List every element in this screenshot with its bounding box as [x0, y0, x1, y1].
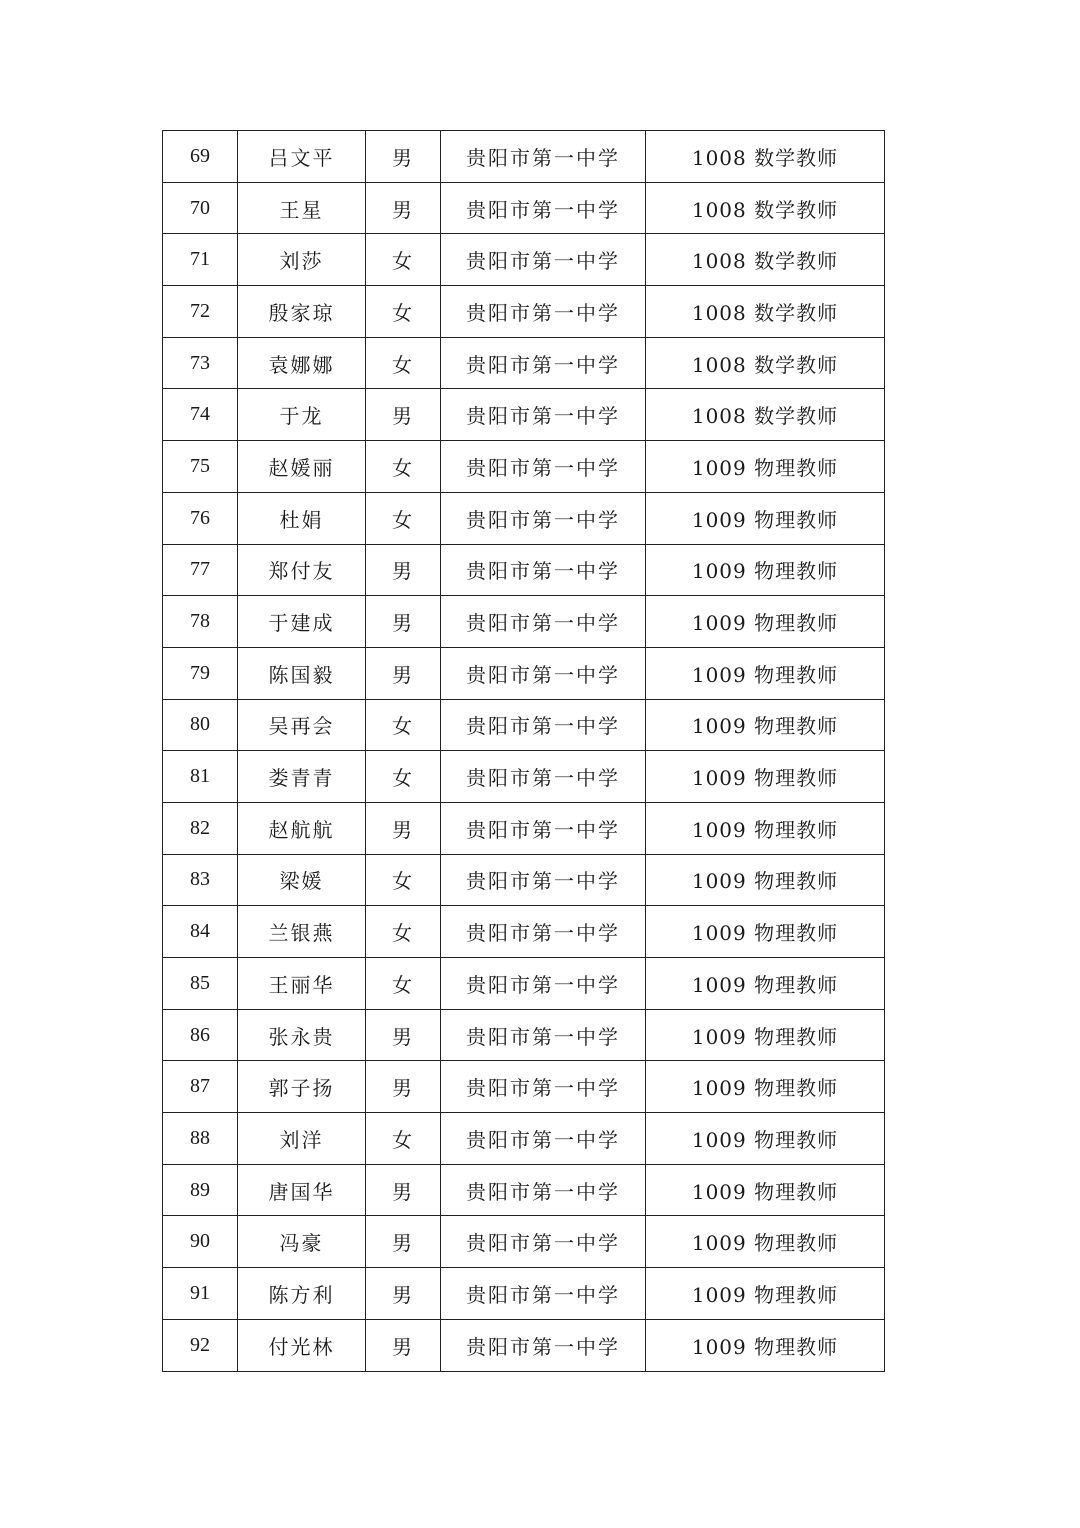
school-cell: 贵阳市第一中学 [441, 389, 646, 441]
table-row [163, 131, 885, 183]
gender-cell: 男 [366, 131, 441, 183]
school-cell: 贵阳市第一中学 [441, 906, 646, 958]
row-number-cell: 69 [163, 131, 238, 183]
school-cell: 贵阳市第一中学 [441, 699, 646, 751]
gender-cell: 女 [366, 1113, 441, 1165]
school-cell: 贵阳市第一中学 [441, 234, 646, 286]
row-number-cell: 82 [163, 802, 238, 854]
gender-cell: 男 [366, 1216, 441, 1268]
name-cell: 吕文平 [238, 131, 366, 183]
row-number-cell: 75 [163, 441, 238, 493]
row-number-cell: 84 [163, 906, 238, 958]
name-cell: 兰银燕 [238, 906, 366, 958]
name-cell: 郭子扬 [238, 1061, 366, 1113]
name-cell: 冯豪 [238, 1216, 366, 1268]
row-number-cell: 86 [163, 1009, 238, 1061]
gender-cell: 男 [366, 1319, 441, 1371]
name-cell: 梁媛 [238, 854, 366, 906]
gender-cell: 女 [366, 337, 441, 389]
row-number-cell: 79 [163, 647, 238, 699]
candidate-table-body [163, 131, 885, 1372]
name-cell: 吴再会 [238, 699, 366, 751]
position-cell: 1008 数学教师 [646, 234, 885, 286]
school-cell: 贵阳市第一中学 [441, 492, 646, 544]
row-number-cell: 76 [163, 492, 238, 544]
gender-cell: 女 [366, 234, 441, 286]
position-cell: 1009 物理教师 [646, 1268, 885, 1320]
table-row [163, 234, 885, 286]
school-cell: 贵阳市第一中学 [441, 1113, 646, 1165]
row-number-cell: 72 [163, 286, 238, 338]
name-cell: 袁娜娜 [238, 337, 366, 389]
row-number-cell: 90 [163, 1216, 238, 1268]
school-cell: 贵阳市第一中学 [441, 751, 646, 803]
position-cell: 1009 物理教师 [646, 1009, 885, 1061]
candidate-table [162, 130, 885, 1372]
school-cell: 贵阳市第一中学 [441, 337, 646, 389]
gender-cell: 女 [366, 958, 441, 1010]
table-row [163, 1164, 885, 1216]
name-cell: 郑付友 [238, 544, 366, 596]
name-cell: 赵媛丽 [238, 441, 366, 493]
position-cell: 1009 物理教师 [646, 802, 885, 854]
school-cell: 贵阳市第一中学 [441, 1216, 646, 1268]
row-number-cell: 77 [163, 544, 238, 596]
table-row [163, 596, 885, 648]
name-cell: 唐国华 [238, 1164, 366, 1216]
gender-cell: 男 [366, 182, 441, 234]
row-number-cell: 87 [163, 1061, 238, 1113]
position-cell: 1009 物理教师 [646, 906, 885, 958]
name-cell: 张永贵 [238, 1009, 366, 1061]
table-row [163, 1268, 885, 1320]
gender-cell: 男 [366, 596, 441, 648]
gender-cell: 女 [366, 286, 441, 338]
table-row [163, 337, 885, 389]
row-number-cell: 70 [163, 182, 238, 234]
name-cell: 陈国毅 [238, 647, 366, 699]
school-cell: 贵阳市第一中学 [441, 131, 646, 183]
position-cell: 1009 物理教师 [646, 1164, 885, 1216]
row-number-cell: 83 [163, 854, 238, 906]
table-row [163, 389, 885, 441]
gender-cell: 男 [366, 389, 441, 441]
position-cell: 1009 物理教师 [646, 492, 885, 544]
gender-cell: 女 [366, 906, 441, 958]
school-cell: 贵阳市第一中学 [441, 854, 646, 906]
position-cell: 1008 数学教师 [646, 389, 885, 441]
school-cell: 贵阳市第一中学 [441, 958, 646, 1010]
table-row [163, 1216, 885, 1268]
row-number-cell: 71 [163, 234, 238, 286]
position-cell: 1009 物理教师 [646, 751, 885, 803]
position-cell: 1009 物理教师 [646, 1061, 885, 1113]
name-cell: 陈方利 [238, 1268, 366, 1320]
table-row [163, 1009, 885, 1061]
name-cell: 殷家琼 [238, 286, 366, 338]
school-cell: 贵阳市第一中学 [441, 1061, 646, 1113]
table-row [163, 544, 885, 596]
position-cell: 1008 数学教师 [646, 286, 885, 338]
school-cell: 贵阳市第一中学 [441, 802, 646, 854]
table-row [163, 1113, 885, 1165]
row-number-cell: 89 [163, 1164, 238, 1216]
position-cell: 1008 数学教师 [646, 182, 885, 234]
school-cell: 贵阳市第一中学 [441, 596, 646, 648]
school-cell: 贵阳市第一中学 [441, 182, 646, 234]
gender-cell: 女 [366, 492, 441, 544]
school-cell: 贵阳市第一中学 [441, 647, 646, 699]
row-number-cell: 80 [163, 699, 238, 751]
position-cell: 1008 数学教师 [646, 131, 885, 183]
position-cell: 1009 物理教师 [646, 1216, 885, 1268]
gender-cell: 男 [366, 1061, 441, 1113]
row-number-cell: 92 [163, 1319, 238, 1371]
name-cell: 于建成 [238, 596, 366, 648]
row-number-cell: 73 [163, 337, 238, 389]
gender-cell: 男 [366, 1164, 441, 1216]
gender-cell: 男 [366, 1009, 441, 1061]
school-cell: 贵阳市第一中学 [441, 1164, 646, 1216]
table-row [163, 441, 885, 493]
name-cell: 王丽华 [238, 958, 366, 1010]
table-row [163, 1061, 885, 1113]
name-cell: 赵航航 [238, 802, 366, 854]
gender-cell: 女 [366, 699, 441, 751]
gender-cell: 男 [366, 802, 441, 854]
table-row [163, 699, 885, 751]
name-cell: 付光林 [238, 1319, 366, 1371]
school-cell: 贵阳市第一中学 [441, 544, 646, 596]
name-cell: 娄青青 [238, 751, 366, 803]
name-cell: 王星 [238, 182, 366, 234]
table-row [163, 854, 885, 906]
table-row [163, 182, 885, 234]
row-number-cell: 88 [163, 1113, 238, 1165]
table-row [163, 286, 885, 338]
school-cell: 贵阳市第一中学 [441, 441, 646, 493]
row-number-cell: 74 [163, 389, 238, 441]
name-cell: 杜娟 [238, 492, 366, 544]
gender-cell: 男 [366, 647, 441, 699]
position-cell: 1009 物理教师 [646, 596, 885, 648]
row-number-cell: 91 [163, 1268, 238, 1320]
row-number-cell: 78 [163, 596, 238, 648]
school-cell: 贵阳市第一中学 [441, 1268, 646, 1320]
table-row [163, 802, 885, 854]
table-row [163, 958, 885, 1010]
position-cell: 1009 物理教师 [646, 647, 885, 699]
row-number-cell: 85 [163, 958, 238, 1010]
table-row [163, 1319, 885, 1371]
gender-cell: 女 [366, 854, 441, 906]
name-cell: 于龙 [238, 389, 366, 441]
table-row [163, 906, 885, 958]
position-cell: 1009 物理教师 [646, 958, 885, 1010]
position-cell: 1009 物理教师 [646, 1319, 885, 1371]
table-row [163, 492, 885, 544]
gender-cell: 女 [366, 751, 441, 803]
school-cell: 贵阳市第一中学 [441, 286, 646, 338]
table-row [163, 647, 885, 699]
position-cell: 1009 物理教师 [646, 544, 885, 596]
position-cell: 1008 数学教师 [646, 337, 885, 389]
position-cell: 1009 物理教师 [646, 1113, 885, 1165]
table-row [163, 751, 885, 803]
position-cell: 1009 物理教师 [646, 854, 885, 906]
gender-cell: 男 [366, 1268, 441, 1320]
row-number-cell: 81 [163, 751, 238, 803]
school-cell: 贵阳市第一中学 [441, 1009, 646, 1061]
position-cell: 1009 物理教师 [646, 699, 885, 751]
gender-cell: 男 [366, 544, 441, 596]
position-cell: 1009 物理教师 [646, 441, 885, 493]
gender-cell: 女 [366, 441, 441, 493]
name-cell: 刘莎 [238, 234, 366, 286]
name-cell: 刘洋 [238, 1113, 366, 1165]
school-cell: 贵阳市第一中学 [441, 1319, 646, 1371]
